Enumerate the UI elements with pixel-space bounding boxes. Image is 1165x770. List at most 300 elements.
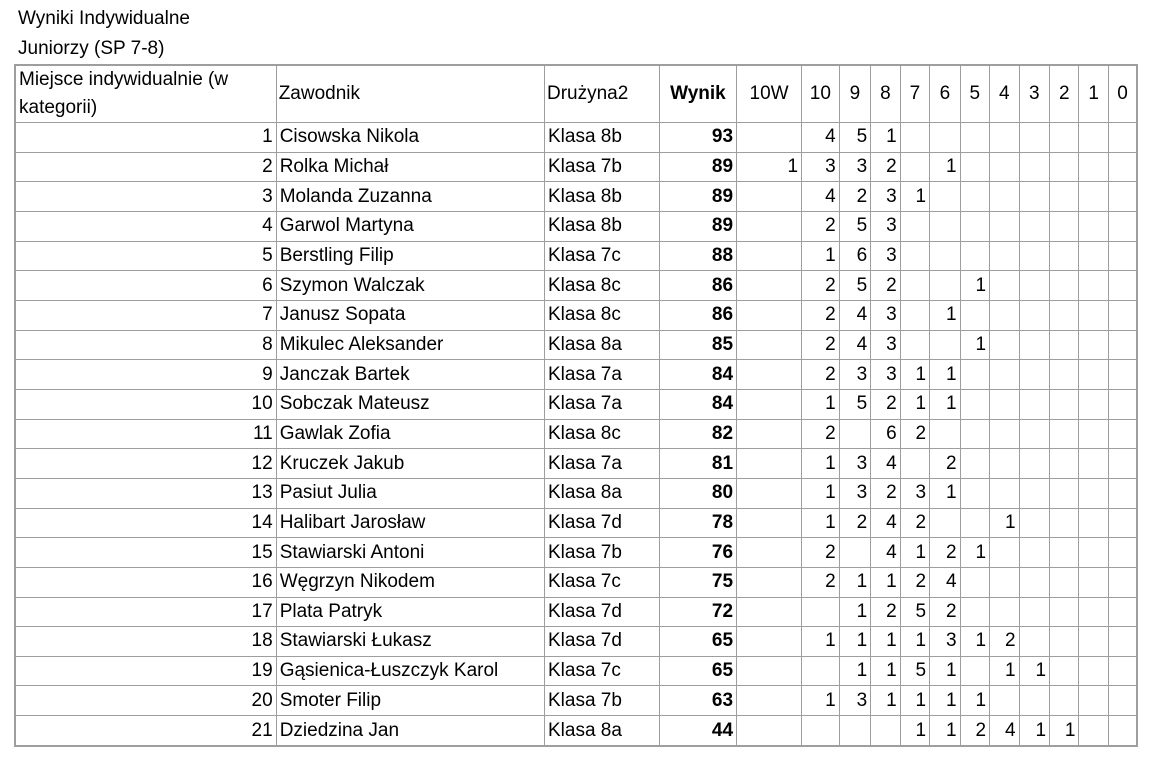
cell-s5 — [960, 597, 989, 627]
cell-s1 — [1079, 123, 1108, 153]
cell-s9: 5 — [839, 271, 871, 301]
cell-name: Halibart Jarosław — [276, 508, 544, 538]
cell-s10w — [737, 211, 802, 241]
cell-s7: 1 — [900, 716, 929, 746]
cell-s8: 2 — [871, 152, 900, 182]
cell-s0 — [1108, 478, 1137, 508]
cell-s10w — [737, 478, 802, 508]
cell-s3: 1 — [1019, 716, 1049, 746]
cell-s7 — [900, 330, 929, 360]
cell-score: 80 — [659, 478, 736, 508]
cell-s1 — [1079, 716, 1108, 746]
cell-s7: 1 — [900, 360, 929, 390]
cell-team: Klasa 8b — [544, 123, 659, 153]
cell-s1 — [1079, 419, 1108, 449]
cell-score: 89 — [659, 152, 736, 182]
cell-name: Kruczek Jakub — [276, 449, 544, 479]
cell-team: Klasa 8c — [544, 300, 659, 330]
cell-s7 — [900, 271, 929, 301]
cell-s2 — [1050, 123, 1079, 153]
cell-place: 10 — [15, 389, 276, 419]
cell-s3 — [1019, 627, 1049, 657]
cell-s4 — [990, 389, 1019, 419]
cell-s1 — [1079, 211, 1108, 241]
cell-score: 65 — [659, 656, 736, 686]
cell-s3 — [1019, 686, 1049, 716]
cell-s10w — [737, 567, 802, 597]
cell-s7: 1 — [900, 538, 929, 568]
cell-s10w — [737, 271, 802, 301]
cell-s7: 5 — [900, 656, 929, 686]
cell-s0 — [1108, 419, 1137, 449]
cell-score: 86 — [659, 300, 736, 330]
header-1: 1 — [1079, 65, 1108, 123]
cell-team: Klasa 7a — [544, 449, 659, 479]
cell-s2 — [1050, 211, 1079, 241]
cell-s9: 4 — [839, 330, 871, 360]
cell-s0 — [1108, 271, 1137, 301]
table-row — [15, 211, 1137, 241]
cell-s10w — [737, 597, 802, 627]
cell-score: 84 — [659, 389, 736, 419]
cell-s8: 2 — [871, 271, 900, 301]
cell-s5 — [960, 241, 989, 271]
cell-s6: 3 — [930, 627, 960, 657]
cell-s3 — [1019, 419, 1049, 449]
cell-s10w — [737, 656, 802, 686]
cell-s6 — [930, 271, 960, 301]
cell-s10w — [737, 123, 802, 153]
cell-s0 — [1108, 508, 1137, 538]
cell-s10w — [737, 241, 802, 271]
header-6: 6 — [930, 65, 960, 123]
cell-s3 — [1019, 360, 1049, 390]
cell-s5 — [960, 211, 989, 241]
cell-s9: 3 — [839, 478, 871, 508]
cell-s5 — [960, 449, 989, 479]
cell-place: 11 — [15, 419, 276, 449]
cell-s10: 1 — [802, 389, 840, 419]
cell-s0 — [1108, 241, 1137, 271]
table-row — [15, 478, 1137, 508]
cell-s10: 1 — [802, 449, 840, 479]
cell-team: Klasa 8c — [544, 419, 659, 449]
cell-s10: 2 — [802, 567, 840, 597]
cell-s3 — [1019, 597, 1049, 627]
cell-s5 — [960, 123, 989, 153]
cell-s10: 2 — [802, 300, 840, 330]
cell-s9: 1 — [839, 567, 871, 597]
cell-team: Klasa 7d — [544, 508, 659, 538]
cell-s0 — [1108, 449, 1137, 479]
cell-score: 63 — [659, 686, 736, 716]
cell-s2 — [1050, 419, 1079, 449]
cell-s10w — [737, 627, 802, 657]
cell-s10: 2 — [802, 419, 840, 449]
header-9: 9 — [839, 65, 871, 123]
cell-s5 — [960, 656, 989, 686]
cell-place: 3 — [15, 182, 276, 212]
cell-s9: 1 — [839, 597, 871, 627]
cell-s1 — [1079, 656, 1108, 686]
cell-s2 — [1050, 449, 1079, 479]
cell-s7: 1 — [900, 627, 929, 657]
cell-name: Janczak Bartek — [276, 360, 544, 390]
cell-s6 — [930, 182, 960, 212]
cell-s3 — [1019, 211, 1049, 241]
cell-score: 89 — [659, 211, 736, 241]
cell-team: Klasa 7c — [544, 656, 659, 686]
cell-s5 — [960, 478, 989, 508]
cell-s10w — [737, 389, 802, 419]
cell-s1 — [1079, 538, 1108, 568]
cell-s2 — [1050, 241, 1079, 271]
cell-s6: 1 — [930, 360, 960, 390]
cell-s10: 1 — [802, 686, 840, 716]
cell-s8: 1 — [871, 656, 900, 686]
cell-s1 — [1079, 597, 1108, 627]
cell-s3 — [1019, 538, 1049, 568]
cell-s10: 2 — [802, 330, 840, 360]
cell-s1 — [1079, 271, 1108, 301]
cell-s3 — [1019, 567, 1049, 597]
cell-name: Szymon Walczak — [276, 271, 544, 301]
cell-s10: 1 — [802, 627, 840, 657]
cell-s3: 1 — [1019, 656, 1049, 686]
cell-s6: 2 — [930, 597, 960, 627]
table-row — [15, 449, 1137, 479]
cell-s10: 2 — [802, 211, 840, 241]
cell-s10w — [737, 300, 802, 330]
cell-s4 — [990, 538, 1019, 568]
cell-s0 — [1108, 656, 1137, 686]
cell-s2 — [1050, 627, 1079, 657]
cell-s0 — [1108, 567, 1137, 597]
cell-s2 — [1050, 538, 1079, 568]
cell-s10: 2 — [802, 271, 840, 301]
cell-s10: 1 — [802, 478, 840, 508]
cell-s5 — [960, 419, 989, 449]
cell-place: 12 — [15, 449, 276, 479]
cell-s2 — [1050, 360, 1079, 390]
cell-s10w — [737, 449, 802, 479]
cell-s6 — [930, 419, 960, 449]
cell-s9: 2 — [839, 182, 871, 212]
cell-s1 — [1079, 686, 1108, 716]
cell-s9: 3 — [839, 152, 871, 182]
cell-s1 — [1079, 508, 1108, 538]
cell-s10w — [737, 419, 802, 449]
header-3: 3 — [1019, 65, 1049, 123]
cell-name: Gąsienica-Łuszczyk Karol — [276, 656, 544, 686]
cell-s2: 1 — [1050, 716, 1079, 746]
cell-score: 82 — [659, 419, 736, 449]
cell-score: 89 — [659, 182, 736, 212]
cell-s3 — [1019, 271, 1049, 301]
cell-name: Rolka Michał — [276, 152, 544, 182]
cell-s2 — [1050, 656, 1079, 686]
cell-score: 65 — [659, 627, 736, 657]
table-row — [15, 567, 1137, 597]
table-row — [15, 597, 1137, 627]
cell-place: 15 — [15, 538, 276, 568]
cell-s0 — [1108, 182, 1137, 212]
cell-s10: 4 — [802, 123, 840, 153]
cell-place: 6 — [15, 271, 276, 301]
cell-score: 75 — [659, 567, 736, 597]
cell-place: 20 — [15, 686, 276, 716]
cell-s3 — [1019, 508, 1049, 538]
cell-team: Klasa 7d — [544, 627, 659, 657]
results-body — [15, 123, 1137, 747]
cell-s10: 1 — [802, 508, 840, 538]
cell-s2 — [1050, 182, 1079, 212]
cell-team: Klasa 7b — [544, 152, 659, 182]
cell-s7: 1 — [900, 389, 929, 419]
cell-s7 — [900, 123, 929, 153]
header-7: 7 — [900, 65, 929, 123]
table-row — [15, 508, 1137, 538]
cell-s2 — [1050, 686, 1079, 716]
cell-s9: 3 — [839, 686, 871, 716]
cell-s4: 4 — [990, 716, 1019, 746]
cell-s8: 3 — [871, 211, 900, 241]
cell-team: Klasa 8c — [544, 271, 659, 301]
cell-s8: 2 — [871, 597, 900, 627]
cell-s10w — [737, 182, 802, 212]
cell-place: 16 — [15, 567, 276, 597]
cell-s8: 1 — [871, 627, 900, 657]
cell-s2 — [1050, 478, 1079, 508]
cell-team: Klasa 7a — [544, 360, 659, 390]
table-row — [15, 300, 1137, 330]
cell-s0 — [1108, 152, 1137, 182]
header-8: 8 — [871, 65, 900, 123]
cell-s2 — [1050, 508, 1079, 538]
cell-s2 — [1050, 389, 1079, 419]
header-5: 5 — [960, 65, 989, 123]
cell-s9: 3 — [839, 360, 871, 390]
cell-s9: 2 — [839, 508, 871, 538]
cell-s10 — [802, 656, 840, 686]
header-2: 2 — [1050, 65, 1079, 123]
cell-s10w — [737, 686, 802, 716]
cell-s8: 6 — [871, 419, 900, 449]
cell-s4 — [990, 449, 1019, 479]
cell-s4 — [990, 211, 1019, 241]
cell-team: Klasa 8a — [544, 330, 659, 360]
cell-s7: 1 — [900, 182, 929, 212]
cell-s10w — [737, 716, 802, 746]
cell-place: 17 — [15, 597, 276, 627]
cell-place: 19 — [15, 656, 276, 686]
cell-s2 — [1050, 597, 1079, 627]
header-name: Zawodnik — [276, 65, 544, 123]
cell-s0 — [1108, 627, 1137, 657]
cell-s5 — [960, 389, 989, 419]
cell-s10 — [802, 716, 840, 746]
cell-name: Berstling Filip — [276, 241, 544, 271]
cell-s0 — [1108, 300, 1137, 330]
cell-s1 — [1079, 627, 1108, 657]
cell-s10: 1 — [802, 241, 840, 271]
cell-name: Gawlak Zofia — [276, 419, 544, 449]
cell-s9: 6 — [839, 241, 871, 271]
cell-s4: 1 — [990, 656, 1019, 686]
cell-s5: 1 — [960, 538, 989, 568]
table-row — [15, 271, 1137, 301]
cell-place: 5 — [15, 241, 276, 271]
cell-s1 — [1079, 478, 1108, 508]
cell-s2 — [1050, 152, 1079, 182]
cell-s1 — [1079, 449, 1108, 479]
cell-s8: 2 — [871, 389, 900, 419]
table-row — [15, 241, 1137, 271]
cell-s5 — [960, 360, 989, 390]
cell-score: 78 — [659, 508, 736, 538]
cell-place: 9 — [15, 360, 276, 390]
cell-s8: 2 — [871, 478, 900, 508]
cell-s8: 4 — [871, 538, 900, 568]
cell-name: Dziedzina Jan — [276, 716, 544, 746]
cell-s9: 1 — [839, 627, 871, 657]
cell-score: 72 — [659, 597, 736, 627]
cell-s7: 5 — [900, 597, 929, 627]
cell-s7: 3 — [900, 478, 929, 508]
header-10: 10 — [802, 65, 840, 123]
cell-s6: 2 — [930, 449, 960, 479]
cell-s3 — [1019, 152, 1049, 182]
cell-s5 — [960, 300, 989, 330]
cell-s10: 3 — [802, 152, 840, 182]
cell-name: Węgrzyn Nikodem — [276, 567, 544, 597]
cell-place: 13 — [15, 478, 276, 508]
cell-s6: 4 — [930, 567, 960, 597]
cell-s4 — [990, 597, 1019, 627]
cell-s5 — [960, 508, 989, 538]
cell-s8: 3 — [871, 330, 900, 360]
cell-place: 8 — [15, 330, 276, 360]
header-0: 0 — [1108, 65, 1137, 123]
cell-s5: 2 — [960, 716, 989, 746]
cell-place: 14 — [15, 508, 276, 538]
cell-s5 — [960, 567, 989, 597]
cell-s8: 1 — [871, 567, 900, 597]
cell-place: 1 — [15, 123, 276, 153]
cell-team: Klasa 7d — [544, 597, 659, 627]
cell-s4 — [990, 123, 1019, 153]
cell-s1 — [1079, 182, 1108, 212]
cell-place: 21 — [15, 716, 276, 746]
table-row — [15, 182, 1137, 212]
cell-s6 — [930, 123, 960, 153]
cell-s10: 2 — [802, 360, 840, 390]
cell-s2 — [1050, 567, 1079, 597]
cell-score: 93 — [659, 123, 736, 153]
cell-s2 — [1050, 300, 1079, 330]
cell-s9: 5 — [839, 211, 871, 241]
cell-s10: 2 — [802, 538, 840, 568]
cell-s10w — [737, 360, 802, 390]
cell-s8 — [871, 716, 900, 746]
category-subtitle: Juniorzy (SP 7-8) — [18, 38, 165, 59]
cell-s8: 3 — [871, 241, 900, 271]
cell-s3 — [1019, 241, 1049, 271]
cell-s9 — [839, 419, 871, 449]
cell-score: 44 — [659, 716, 736, 746]
cell-s8: 4 — [871, 508, 900, 538]
header-score: Wynik — [659, 65, 736, 123]
cell-team: Klasa 8a — [544, 478, 659, 508]
cell-s7: 2 — [900, 508, 929, 538]
table-row — [15, 123, 1137, 153]
cell-place: 4 — [15, 211, 276, 241]
cell-s7: 2 — [900, 567, 929, 597]
header-4: 4 — [990, 65, 1019, 123]
cell-s0 — [1108, 686, 1137, 716]
cell-s1 — [1079, 389, 1108, 419]
table-row — [15, 419, 1137, 449]
cell-s8: 3 — [871, 300, 900, 330]
cell-s4 — [990, 300, 1019, 330]
cell-s5 — [960, 182, 989, 212]
table-row — [15, 716, 1137, 746]
cell-s3 — [1019, 449, 1049, 479]
cell-s5: 1 — [960, 330, 989, 360]
cell-team: Klasa 8b — [544, 211, 659, 241]
cell-s0 — [1108, 716, 1137, 746]
table-row — [15, 389, 1137, 419]
cell-s7 — [900, 449, 929, 479]
cell-team: Klasa 7b — [544, 686, 659, 716]
cell-team: Klasa 8b — [544, 182, 659, 212]
cell-s6: 1 — [930, 656, 960, 686]
cell-s0 — [1108, 211, 1137, 241]
cell-s6 — [930, 241, 960, 271]
cell-s7 — [900, 211, 929, 241]
table-row — [15, 360, 1137, 390]
table-row — [15, 330, 1137, 360]
cell-s9: 3 — [839, 449, 871, 479]
cell-s4: 2 — [990, 627, 1019, 657]
cell-s3 — [1019, 478, 1049, 508]
cell-s8: 1 — [871, 686, 900, 716]
cell-s1 — [1079, 360, 1108, 390]
cell-place: 18 — [15, 627, 276, 657]
cell-score: 76 — [659, 538, 736, 568]
cell-team: Klasa 7b — [544, 538, 659, 568]
cell-s10w — [737, 330, 802, 360]
cell-name: Mikulec Aleksander — [276, 330, 544, 360]
cell-s6 — [930, 330, 960, 360]
cell-s9: 4 — [839, 300, 871, 330]
cell-s6 — [930, 211, 960, 241]
cell-name: Plata Patryk — [276, 597, 544, 627]
cell-s4 — [990, 686, 1019, 716]
cell-name: Sobczak Mateusz — [276, 389, 544, 419]
cell-score: 84 — [659, 360, 736, 390]
cell-s3 — [1019, 123, 1049, 153]
cell-s4: 1 — [990, 508, 1019, 538]
cell-s6: 1 — [930, 686, 960, 716]
cell-name: Cisowska Nikola — [276, 123, 544, 153]
cell-s6: 2 — [930, 538, 960, 568]
cell-score: 86 — [659, 271, 736, 301]
cell-s7: 1 — [900, 686, 929, 716]
cell-s9: 1 — [839, 656, 871, 686]
header-team: Drużyna2 — [544, 65, 659, 123]
cell-s8: 1 — [871, 123, 900, 153]
